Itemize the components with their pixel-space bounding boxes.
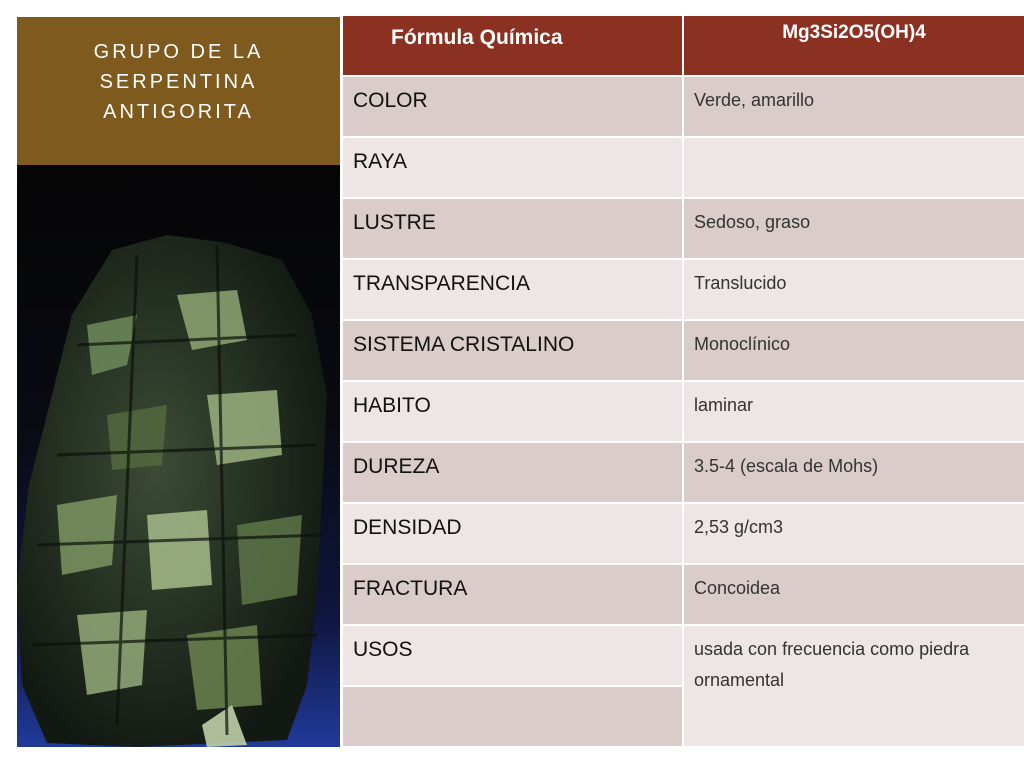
table-row-densidad xyxy=(342,503,1024,564)
row-value: usada con frecuencia como piedra ornamental xyxy=(683,625,1024,747)
row-value: laminar xyxy=(683,381,1024,442)
table-row-sistema-cristalino xyxy=(342,320,1024,381)
row-label: TRANSPARENCIA xyxy=(342,259,683,320)
table-row-habito xyxy=(342,381,1024,442)
table-row-raya xyxy=(342,137,1024,198)
formula-value: Mg3Si2O5(OH)4 xyxy=(683,15,1024,76)
row-label xyxy=(342,686,683,747)
formula-label: Fórmula Química xyxy=(342,15,683,76)
row-label: FRACTURA xyxy=(342,564,683,625)
table-row-fractura xyxy=(342,564,1024,625)
rock-body xyxy=(17,235,327,747)
table-row-dureza xyxy=(342,442,1024,503)
row-label: DENSIDAD xyxy=(342,503,683,564)
title-line-2: SERPENTINA xyxy=(99,71,258,93)
table-row-usos xyxy=(342,625,1024,686)
row-label: SISTEMA CRISTALINO xyxy=(342,320,683,381)
row-value: 2,53 g/cm3 xyxy=(683,503,1024,564)
table-header-row xyxy=(342,15,1024,76)
row-value: Concoidea xyxy=(683,564,1024,625)
row-value: Sedoso, graso xyxy=(683,198,1024,259)
row-value: Translucido xyxy=(683,259,1024,320)
row-label: LUSTRE xyxy=(342,198,683,259)
row-value: Verde, amarillo xyxy=(683,76,1024,137)
title-line-1: GRUPO DE LA xyxy=(93,41,264,63)
table-row-color xyxy=(342,76,1024,137)
row-label: DUREZA xyxy=(342,442,683,503)
slide-title-panel xyxy=(17,17,340,165)
row-label: USOS xyxy=(342,625,683,686)
table-row-lustre xyxy=(342,198,1024,259)
mineral-rock-illustration xyxy=(17,165,340,747)
table-row-transparencia xyxy=(342,259,1024,320)
row-label: RAYA xyxy=(342,137,683,198)
mineral-properties-table xyxy=(341,14,1024,748)
row-value xyxy=(683,137,1024,198)
row-label: HABITO xyxy=(342,381,683,442)
title-line-3: ANTIGORITA xyxy=(103,101,254,123)
antigorite-mineral-photo xyxy=(17,165,340,747)
row-value: 3.5-4 (escala de Mohs) xyxy=(683,442,1024,503)
row-label: COLOR xyxy=(342,76,683,137)
row-value: Monoclínico xyxy=(683,320,1024,381)
